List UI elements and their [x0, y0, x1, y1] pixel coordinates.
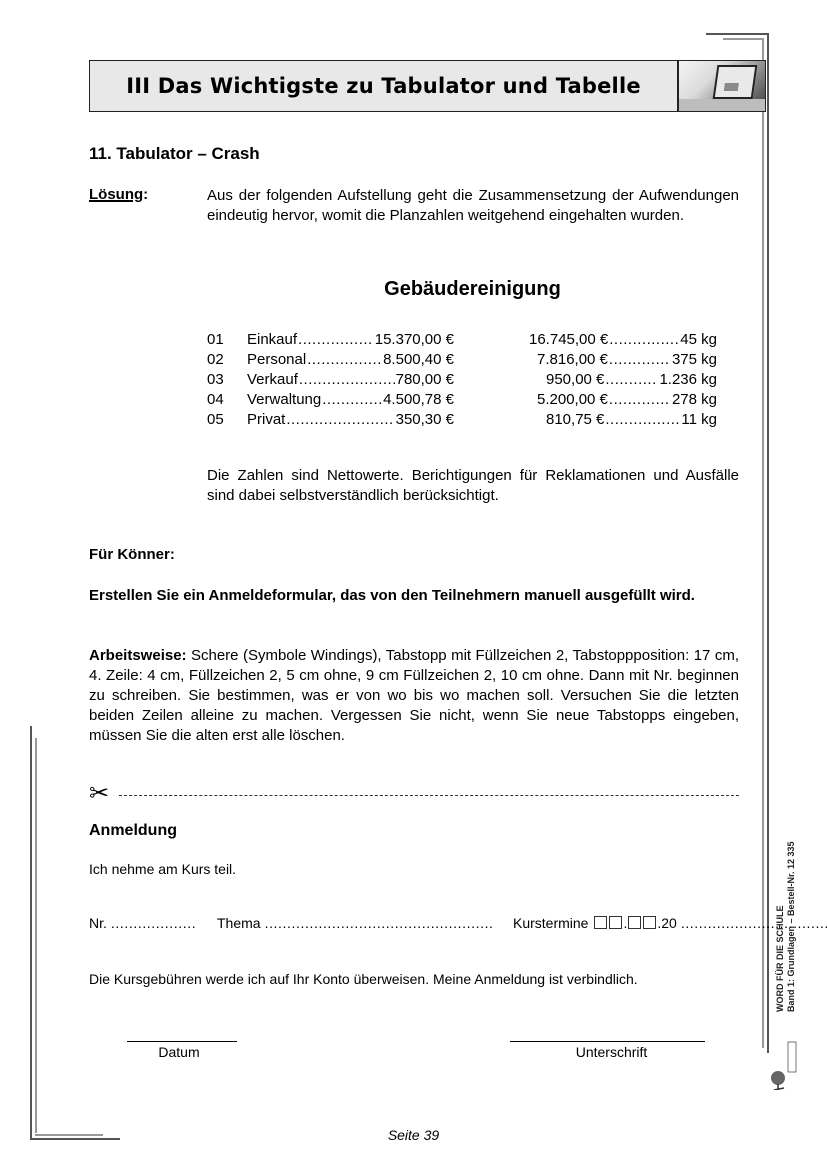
frame-top-right-v1	[767, 33, 769, 1053]
row-name: Privat	[247, 411, 286, 428]
row-actual: 16.745,00 €	[529, 331, 609, 348]
page-number: Seite 39	[387, 1127, 440, 1143]
row-actual: 950,00 €	[546, 371, 605, 388]
row-weight: 278 kg	[671, 391, 717, 408]
table-row	[207, 330, 717, 350]
method-label: Arbeitsweise:	[89, 647, 187, 664]
section-heading: 11. Tabulator – Crash	[89, 144, 260, 163]
row-plan: 15.370,00 €	[374, 331, 454, 348]
row-number: 05	[207, 411, 224, 428]
row-weight: 45 kg	[680, 331, 717, 348]
date-separator: .	[623, 915, 628, 931]
solution-label	[89, 186, 148, 203]
advanced-task: Erstellen Sie ein Anmeldeformular, das von den Teilnehmern manuell ausgefüllt wird.	[89, 587, 695, 604]
row-weight: 11 kg	[681, 411, 717, 428]
frame-bottom-left-v1	[30, 726, 32, 1138]
row-weight: 375 kg	[671, 351, 717, 368]
desk-shape	[679, 99, 765, 111]
table-row	[207, 350, 717, 370]
dashed-line	[119, 795, 739, 796]
table-row	[207, 390, 717, 410]
form-heading: Anmeldung	[89, 822, 177, 839]
table-row	[207, 410, 717, 430]
year-prefix: .20	[657, 915, 677, 931]
table-title: Gebäudereinigung	[384, 278, 561, 300]
form-fields-line	[89, 915, 739, 931]
frame-top-right-h2	[723, 38, 763, 40]
book-volume: Band 1: Grundlagen – Bestell-Nr. 12 335	[786, 841, 796, 1012]
row-actual: 810,75 €	[546, 411, 605, 428]
nr-label: Nr.	[89, 915, 107, 931]
checkbox-icon[interactable]	[628, 916, 641, 929]
row-plan: 8.500,40 €	[383, 351, 454, 368]
table-note: Die Zahlen sind Nettowerte. Berichtigungen für Reklamationen und Ausfälle sind dabei selbstverständlich berücksichtigt.	[207, 467, 739, 504]
table-row	[207, 370, 717, 390]
row-weight: 1.236 kg	[659, 371, 717, 388]
kurstermine-label: Kurstermine	[513, 915, 589, 931]
solution-label-text: Lösung	[89, 186, 144, 203]
date-boxes	[593, 915, 676, 931]
frame-top-right-h1	[706, 33, 768, 35]
date-signature-line[interactable]	[127, 1041, 237, 1042]
thema-field[interactable]	[217, 915, 513, 931]
method-paragraph	[89, 646, 739, 746]
row-number: 03	[207, 371, 224, 388]
row-plan: 350,30 €	[395, 411, 454, 428]
method-text: Schere (Symbole Windings), Tabstopp mit Füllzeichen 2, Tabstoppposition: 17 cm, 4. Zeile: 4 cm, Füllzeichen 2, 5 cm ohne, 9 cm Füllzeichen 2, 10 cm ohne. Dann mit Nr. beginnen zu schreiben. Sie bestimmen, was er von wo bis wo machen soll. Versuchen Sie die letzten beiden Zeilen alleine zu machen. Vergessen Sie nicht, wenn Sie neue Tabstopps eingeben, müssen Sie die alten erst alle löschen.	[89, 647, 739, 744]
solution-colon: :	[143, 186, 149, 203]
row-number: 02	[207, 351, 224, 368]
thema-label: Thema	[217, 915, 261, 931]
row-actual: 5.200,00 €	[537, 391, 608, 408]
row-number: 01	[207, 331, 224, 348]
row-plan: 4.500,78 €	[383, 391, 454, 408]
monitor-shape	[713, 65, 758, 99]
row-name: Verwaltung	[247, 391, 322, 408]
fees-text: Die Kursgebühren werde ich auf Ihr Konto überweisen. Meine Anmeldung ist verbindlich.	[89, 971, 638, 987]
book-series: WORD FÜR DIE SCHULE	[775, 905, 785, 1012]
cut-line	[89, 782, 739, 806]
solution-intro: Aus der folgenden Aufstellung geht die Zusammensetzung der Aufwendungen eindeutig hervor, womit die Planzahlen weitgehend eingehalten wurden.	[207, 187, 739, 224]
row-number: 04	[207, 391, 224, 408]
scissors-icon: ✂	[89, 780, 110, 807]
row-name: Personal	[247, 351, 307, 368]
row-name: Einkauf	[247, 331, 298, 348]
computer-desk-photo-icon	[678, 60, 766, 112]
advanced-label: Für Könner:	[89, 546, 175, 563]
form-intro: Ich nehme am Kurs teil.	[89, 861, 237, 877]
row-name: Verkauf	[247, 371, 298, 388]
date-label: Datum	[158, 1044, 200, 1060]
chapter-title: III Das Wichtigste zu Tabulator und Tabelle	[126, 74, 641, 98]
checkbox-icon[interactable]	[643, 916, 656, 929]
checkbox-icon[interactable]	[594, 916, 607, 929]
frame-top-right-v2	[762, 38, 764, 1048]
chapter-title-banner	[89, 60, 678, 112]
nr-field[interactable]	[89, 915, 217, 931]
row-plan: 780,00 €	[395, 371, 454, 388]
checkbox-icon[interactable]	[609, 916, 622, 929]
row-actual: 7.816,00 €	[537, 351, 608, 368]
signature-label: Unterschrift	[575, 1044, 648, 1060]
publisher-tree-logo-icon	[768, 1040, 798, 1090]
signature-line[interactable]	[510, 1041, 705, 1042]
frame-bottom-left-v2	[35, 738, 37, 1133]
publisher-sidebar	[775, 841, 797, 1012]
